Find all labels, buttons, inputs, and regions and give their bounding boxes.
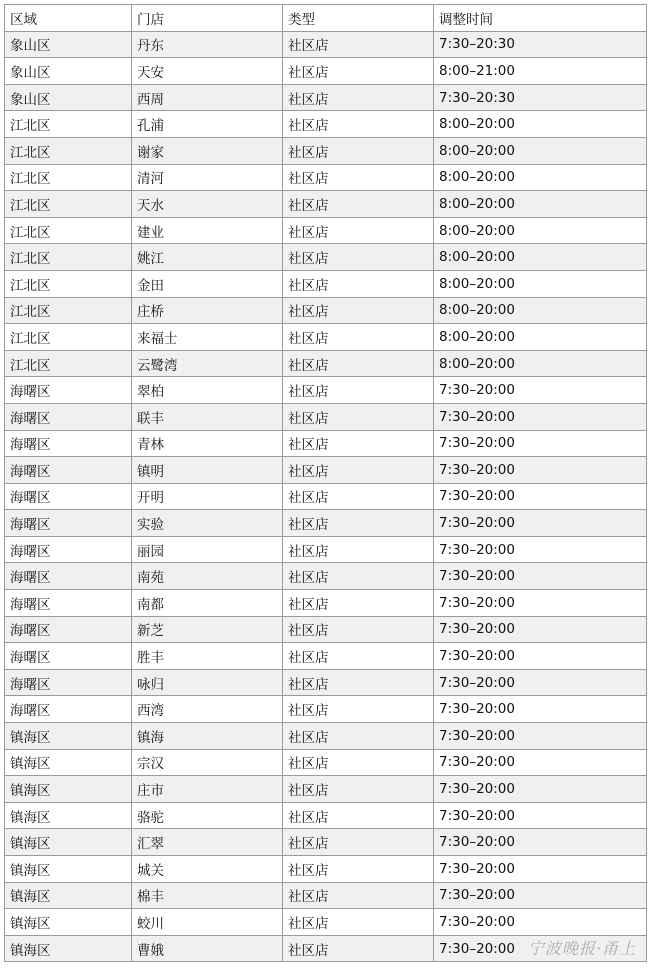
cell-hours: 7:30–20:00: [434, 403, 647, 430]
cell-hours: 7:30–20:00: [434, 590, 647, 617]
table-row: [5, 536, 647, 563]
cell-store: 建业: [132, 217, 283, 244]
cell-hours: 7:30–20:00: [434, 829, 647, 856]
cell-hours: 8:00–20:00: [434, 324, 647, 351]
cell-hours: 8:00–20:00: [434, 164, 647, 191]
table-row: [5, 324, 647, 351]
cell-type: 社区店: [283, 324, 434, 351]
cell-district: 海曙区: [5, 377, 132, 404]
cell-type: 社区店: [283, 297, 434, 324]
cell-type: 社区店: [283, 669, 434, 696]
cell-type: 社区店: [283, 483, 434, 510]
header-row: [5, 5, 647, 32]
table-row: [5, 749, 647, 776]
cell-type: 社区店: [283, 403, 434, 430]
table-row: [5, 669, 647, 696]
cell-store: 天安: [132, 58, 283, 85]
cell-type: 社区店: [283, 616, 434, 643]
cell-hours: 7:30–20:30: [434, 84, 647, 111]
cell-store: 镇明: [132, 457, 283, 484]
cell-hours: 8:00–20:00: [434, 244, 647, 271]
table-row: [5, 377, 647, 404]
cell-hours: 7:30–20:00: [434, 616, 647, 643]
header-adjusted-hours: 调整时间: [434, 5, 647, 32]
cell-district: 海曙区: [5, 403, 132, 430]
cell-hours: 7:30–20:00: [434, 776, 647, 803]
cell-hours: 7:30–20:00: [434, 510, 647, 537]
table-row: [5, 164, 647, 191]
cell-type: 社区店: [283, 84, 434, 111]
cell-hours: 7:30–20:00: [434, 669, 647, 696]
table-row: [5, 403, 647, 430]
cell-store: 胜丰: [132, 643, 283, 670]
cell-district: 镇海区: [5, 856, 132, 883]
store-hours-table: [4, 4, 647, 962]
table-row: [5, 563, 647, 590]
cell-type: 社区店: [283, 164, 434, 191]
table-row: [5, 776, 647, 803]
table-row: [5, 430, 647, 457]
cell-district: 海曙区: [5, 696, 132, 723]
table-row: [5, 616, 647, 643]
cell-type: 社区店: [283, 829, 434, 856]
cell-store: 南都: [132, 590, 283, 617]
cell-store: 谢家: [132, 137, 283, 164]
cell-hours: 7:30–20:00: [434, 483, 647, 510]
cell-district: 镇海区: [5, 935, 132, 962]
cell-district: 海曙区: [5, 457, 132, 484]
cell-district: 镇海区: [5, 749, 132, 776]
cell-hours: 8:00–20:00: [434, 350, 647, 377]
watermark: 宁波晚报·甬上: [527, 939, 636, 958]
cell-hours: 7:30–20:00: [434, 802, 647, 829]
cell-district: 镇海区: [5, 776, 132, 803]
cell-type: 社区店: [283, 31, 434, 58]
table-row: [5, 297, 647, 324]
cell-type: 社区店: [283, 590, 434, 617]
cell-district: 海曙区: [5, 669, 132, 696]
cell-store: 天水: [132, 191, 283, 218]
cell-hours: 7:30–20:00: [434, 643, 647, 670]
cell-type: 社区店: [283, 350, 434, 377]
cell-type: 社区店: [283, 191, 434, 218]
table-row: [5, 84, 647, 111]
cell-type: 社区店: [283, 749, 434, 776]
table-row: [5, 856, 647, 883]
cell-hours: 8:00–20:00: [434, 270, 647, 297]
cell-type: 社区店: [283, 643, 434, 670]
cell-store: 汇翠: [132, 829, 283, 856]
cell-type: 社区店: [283, 802, 434, 829]
cell-district: 海曙区: [5, 536, 132, 563]
table-row: [5, 696, 647, 723]
header-district: 区域: [5, 5, 132, 32]
cell-hours: 7:30–20:00: [434, 909, 647, 936]
cell-district: 镇海区: [5, 909, 132, 936]
cell-district: 镇海区: [5, 802, 132, 829]
cell-hours: 8:00–21:00: [434, 58, 647, 85]
cell-hours: 8:00–20:00: [434, 191, 647, 218]
table-row: [5, 643, 647, 670]
table-row: [5, 510, 647, 537]
cell-store: 联丰: [132, 403, 283, 430]
cell-hours: 8:00–20:00: [434, 137, 647, 164]
cell-district: 海曙区: [5, 483, 132, 510]
cell-district: 江北区: [5, 350, 132, 377]
cell-store: 庄市: [132, 776, 283, 803]
cell-district: 江北区: [5, 244, 132, 271]
cell-type: 社区店: [283, 696, 434, 723]
table-row: [5, 909, 647, 936]
cell-hours: 7:30–20:00: [434, 563, 647, 590]
cell-district: 镇海区: [5, 882, 132, 909]
cell-hours: 7:30–20:00: [434, 377, 647, 404]
cell-type: 社区店: [283, 723, 434, 750]
cell-type: 社区店: [283, 510, 434, 537]
cell-store: 开明: [132, 483, 283, 510]
cell-hours: 8:00–20:00: [434, 111, 647, 138]
cell-type: 社区店: [283, 536, 434, 563]
table-row: [5, 217, 647, 244]
table-row: [5, 882, 647, 909]
cell-hours: 7:30–20:00: [434, 696, 647, 723]
cell-store: 云鹭湾: [132, 350, 283, 377]
cell-type: 社区店: [283, 217, 434, 244]
cell-store: 实验: [132, 510, 283, 537]
cell-district: 江北区: [5, 137, 132, 164]
cell-district: 江北区: [5, 270, 132, 297]
cell-district: 镇海区: [5, 829, 132, 856]
cell-district: 海曙区: [5, 510, 132, 537]
cell-hours: 7:30–20:00: [434, 430, 647, 457]
table-header: [5, 5, 647, 32]
cell-type: 社区店: [283, 457, 434, 484]
cell-store: 镇海: [132, 723, 283, 750]
cell-type: 社区店: [283, 882, 434, 909]
cell-district: 海曙区: [5, 563, 132, 590]
cell-type: 社区店: [283, 58, 434, 85]
cell-store: 姚江: [132, 244, 283, 271]
cell-district: 江北区: [5, 324, 132, 351]
header-type: 类型: [283, 5, 434, 32]
cell-hours: 7:30–20:00: [434, 749, 647, 776]
cell-district: 江北区: [5, 297, 132, 324]
cell-store: 丽园: [132, 536, 283, 563]
table-row: [5, 350, 647, 377]
cell-district: 江北区: [5, 217, 132, 244]
cell-store: 蛟川: [132, 909, 283, 936]
cell-store: 城关: [132, 856, 283, 883]
table-row: [5, 31, 647, 58]
cell-store: 青林: [132, 430, 283, 457]
cell-district: 象山区: [5, 84, 132, 111]
cell-district: 海曙区: [5, 643, 132, 670]
cell-hours: 8:00–20:00: [434, 217, 647, 244]
cell-hours: 7:30–20:00: [434, 935, 647, 962]
cell-store: 咏归: [132, 669, 283, 696]
table-body: [5, 31, 647, 962]
cell-type: 社区店: [283, 856, 434, 883]
cell-store: 南苑: [132, 563, 283, 590]
table-row: [5, 723, 647, 750]
table-row: [5, 58, 647, 85]
cell-district: 象山区: [5, 58, 132, 85]
cell-district: 江北区: [5, 111, 132, 138]
cell-hours: 8:00–20:00: [434, 297, 647, 324]
cell-district: 象山区: [5, 31, 132, 58]
cell-district: 海曙区: [5, 616, 132, 643]
table-row: [5, 483, 647, 510]
table-row: [5, 457, 647, 484]
table-row: [5, 137, 647, 164]
table-row: [5, 802, 647, 829]
cell-district: 江北区: [5, 164, 132, 191]
cell-store: 清河: [132, 164, 283, 191]
cell-store: 西湾: [132, 696, 283, 723]
cell-hours: 7:30–20:00: [434, 723, 647, 750]
cell-store: 曹娥: [132, 935, 283, 962]
cell-type: 社区店: [283, 776, 434, 803]
cell-hours: 7:30–20:00: [434, 536, 647, 563]
cell-store: 西周: [132, 84, 283, 111]
cell-store: 宗汉: [132, 749, 283, 776]
cell-store: 骆驼: [132, 802, 283, 829]
cell-hours: 7:30–20:00: [434, 457, 647, 484]
cell-hours: 7:30–20:30: [434, 31, 647, 58]
cell-type: 社区店: [283, 111, 434, 138]
cell-store: 庄桥: [132, 297, 283, 324]
store-hours-table-container: [4, 4, 646, 962]
cell-store: 翠柏: [132, 377, 283, 404]
cell-type: 社区店: [283, 563, 434, 590]
cell-district: 江北区: [5, 191, 132, 218]
table-row: [5, 829, 647, 856]
table-row: [5, 191, 647, 218]
table-row: [5, 111, 647, 138]
cell-type: 社区店: [283, 244, 434, 271]
cell-store: 丹东: [132, 31, 283, 58]
table-row: [5, 270, 647, 297]
cell-hours: 7:30–20:00: [434, 856, 647, 883]
cell-store: 金田: [132, 270, 283, 297]
cell-store: 棉丰: [132, 882, 283, 909]
cell-type: 社区店: [283, 270, 434, 297]
header-store: 门店: [132, 5, 283, 32]
cell-type: 社区店: [283, 430, 434, 457]
cell-district: 镇海区: [5, 723, 132, 750]
cell-store: 孔浦: [132, 111, 283, 138]
cell-type: 社区店: [283, 909, 434, 936]
cell-type: 社区店: [283, 137, 434, 164]
cell-type: 社区店: [283, 935, 434, 962]
cell-store: 新芝: [132, 616, 283, 643]
cell-store: 来福士: [132, 324, 283, 351]
table-row: [5, 244, 647, 271]
table-row: [5, 590, 647, 617]
cell-type: 社区店: [283, 377, 434, 404]
cell-hours: 7:30–20:00: [434, 882, 647, 909]
cell-district: 海曙区: [5, 430, 132, 457]
cell-district: 海曙区: [5, 590, 132, 617]
